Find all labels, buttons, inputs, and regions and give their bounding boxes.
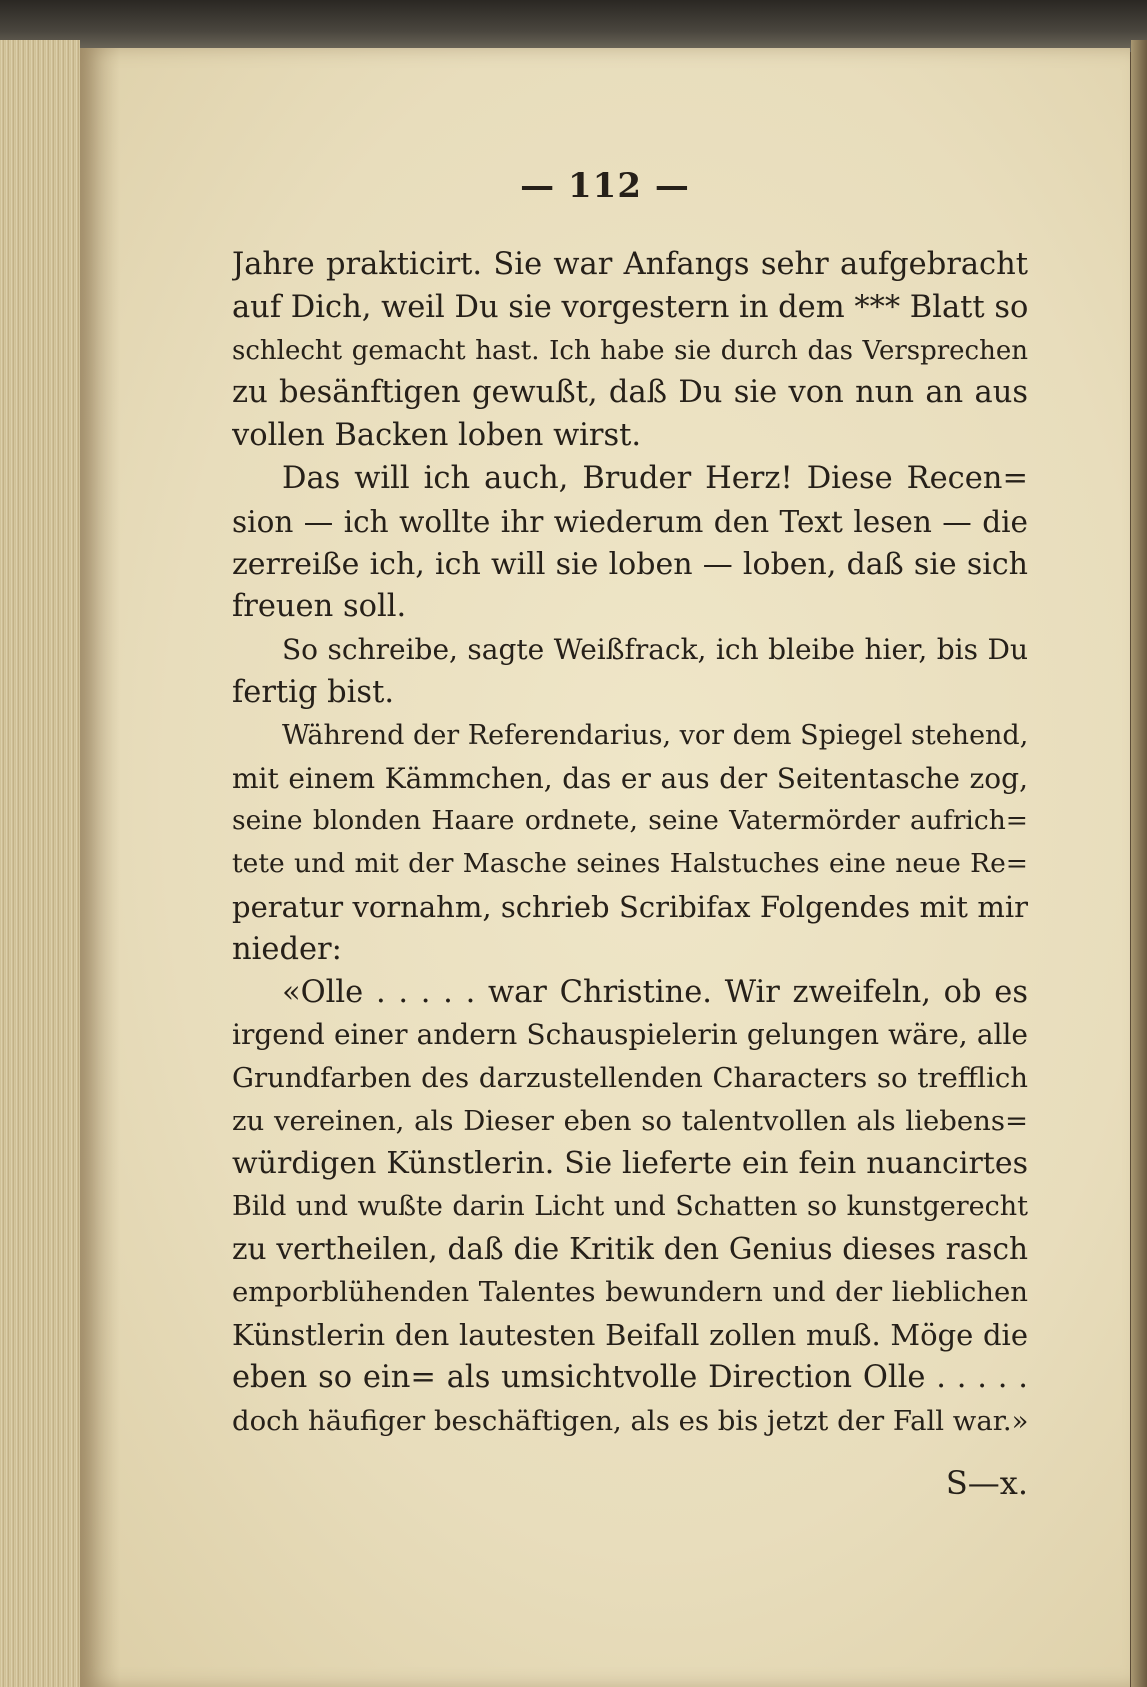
page-number: — 112 —: [520, 166, 690, 206]
text-line: zu vereinen, als Dieser eben so talentvollen als liebens=: [232, 1104, 1028, 1137]
text-line: zerreiße ich, ich will sie loben — loben, daß sie sich: [232, 546, 1028, 582]
paragraph: [232, 458, 1028, 629]
text-line: Das will ich auch, Bruder Herz! Diese Recen=: [282, 460, 1028, 496]
paragraph: [232, 244, 1028, 458]
text-line: emporblühenden Talentes bewundern und der lieblichen: [232, 1276, 1028, 1309]
text-line: Bild und wußte darin Licht und Schatten so kunstgerecht: [232, 1190, 1028, 1222]
text-line: seine blonden Haare ordnete, seine Vatermörder aufrich=: [232, 805, 1028, 837]
text-line: zu besänftigen gewußt, daß Du sie von nun an aus: [232, 375, 1028, 411]
text-line: peratur vornahm, schrieb Scribifax Folgendes mit mir: [232, 889, 1028, 924]
text-line: Während der Referendarius, vor dem Spiegel stehend,: [282, 719, 1028, 751]
text-line: eben so ein= als umsichtvolle Direction Olle . . . . .: [232, 1359, 1028, 1395]
right-page-edge: [1131, 40, 1147, 1687]
text-line: auf Dich, weil Du sie vorgestern in dem *** Blatt so: [232, 289, 1028, 325]
text-line: schlecht gemacht hast. Ich habe sie durch das Versprechen: [232, 335, 1028, 366]
text-line: irgend einer andern Schauspielerin gelungen wäre, alle: [232, 1018, 1028, 1052]
text-line: würdigen Künstlerin. Sie lieferte ein fein nuancirtes: [232, 1145, 1028, 1181]
text-line: So schreibe, sagte Weißfrack, ich bleibe hier, bis Du: [282, 633, 1028, 667]
paragraph: [232, 715, 1028, 972]
text-line: mit einem Kämmchen, das er aus der Seitentasche zog,: [232, 761, 1028, 795]
text-line: sion — ich wollte ihr wiederum den Text lesen — die: [232, 504, 1028, 539]
text-line: fertig bist.: [232, 674, 395, 710]
page-edges: [0, 40, 80, 1687]
paragraph: [232, 972, 1028, 1443]
text-line: «Olle . . . . . war Christine. Wir zweifeln, ob es: [282, 974, 1028, 1010]
book-page: [80, 48, 1130, 1687]
text-line: zu vertheilen, daß die Kritik den Genius dieses rasch: [232, 1232, 1028, 1267]
book-spine-shadow: [0, 0, 1147, 52]
text-line: Jahre prakticirt. Sie war Anfangs sehr aufgebracht: [232, 247, 1028, 282]
text-line: vollen Backen loben wirst.: [232, 418, 642, 454]
text-line: Künstlerin den lautesten Beifall zollen muß. Möge die: [232, 1317, 1028, 1352]
gutter-shadow: [80, 48, 120, 1687]
text-line: nieder:: [232, 931, 342, 967]
text-line: freuen soll.: [232, 589, 407, 625]
text-line: doch häufiger beschäftigen, als es bis jetzt der Fall war.»: [232, 1404, 1028, 1437]
text-line: Grundfarben des darzustellenden Characters so trefflich: [232, 1062, 1028, 1095]
text-line: tete und mit der Masche seines Halstuches eine neue Re=: [232, 848, 1028, 880]
body-text: [232, 244, 1028, 1442]
signature: S—x.: [945, 1464, 1028, 1502]
paragraph: [232, 629, 1028, 715]
